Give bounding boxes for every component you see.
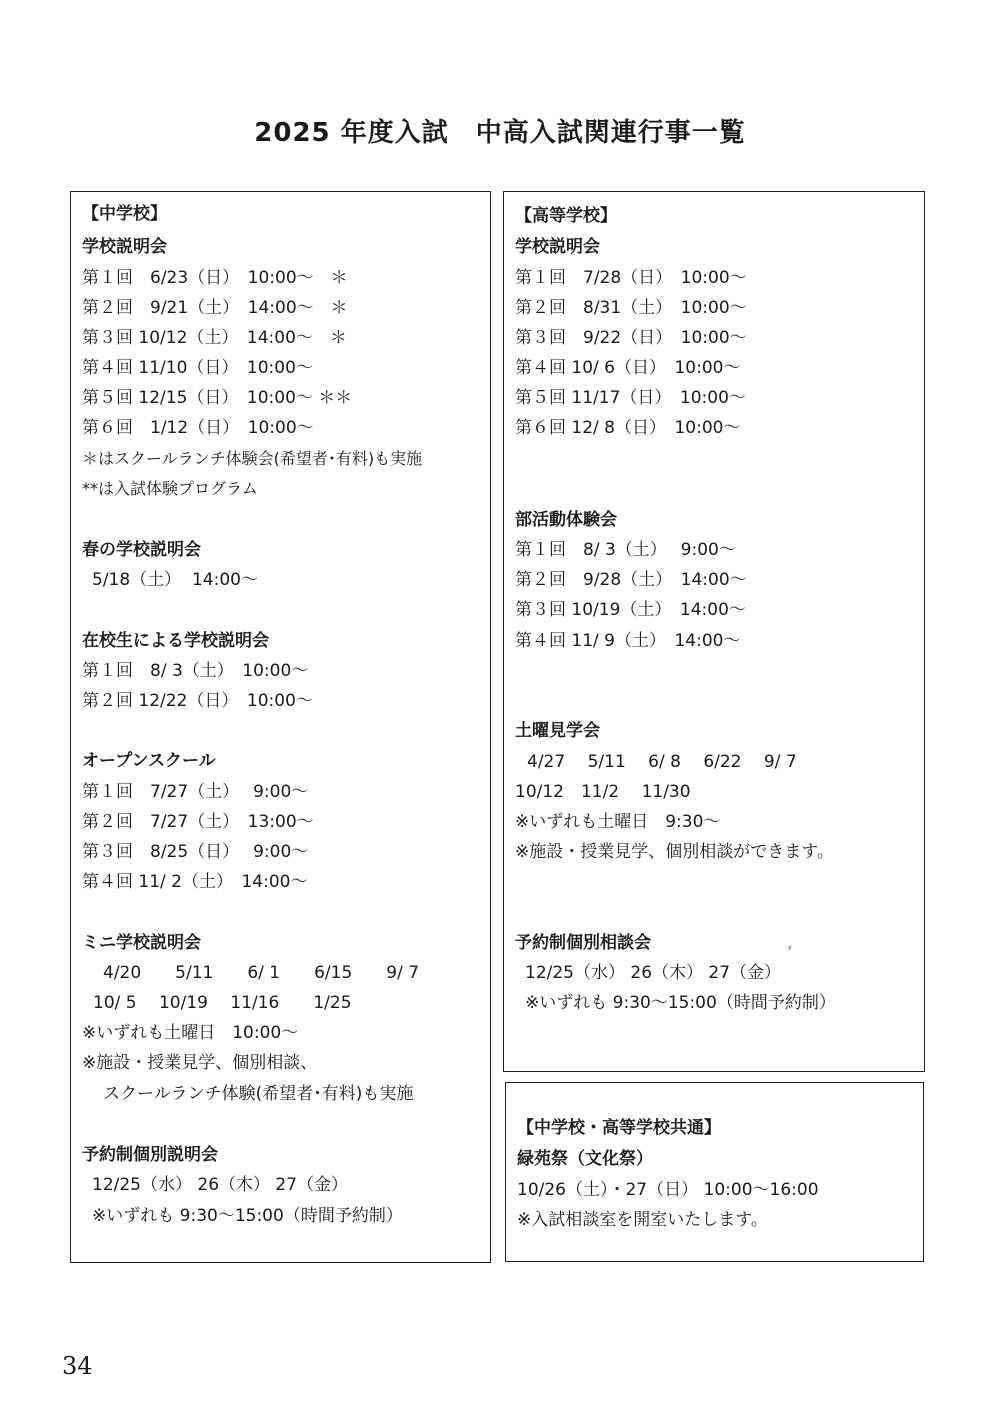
jhs-mini-note: スクールランチ体験(希望者･有料)も実施 [103, 1084, 414, 1104]
jhs-briefing-row: 第３回 10/12（土） 14:00～ ＊ [82, 328, 347, 348]
hs-club-row: 第４回 11/ 9（土） 14:00～ [515, 631, 741, 651]
hs-club-title: 部活動体験会 [515, 510, 617, 530]
hs-saturday-title: 土曜見学会 [515, 721, 600, 741]
jhs-briefing-title: 学校説明会 [82, 237, 167, 257]
jhs-spring-row: 5/18（土） 14:00～ [92, 570, 258, 590]
hs-saturday-dates: 10/12 11/2 11/30 [515, 782, 691, 802]
jhs-briefing-row: 第２回 9/21（土） 14:00～ ＊ [82, 298, 348, 318]
hs-briefing-row: 第１回 7/28（日） 10:00～ [515, 268, 747, 288]
hs-briefing-row: 第４回 10/ 6（日） 10:00～ [515, 358, 741, 378]
jhs-spring-title: 春の学校説明会 [82, 540, 201, 560]
hs-saturday-note: ※いずれも土曜日 9:30～ [515, 812, 721, 832]
common-header: 【中学校・高等学校共通】 [517, 1118, 721, 1138]
jhs-briefing-row: 第１回 6/23（日） 10:00～ ＊ [82, 268, 348, 288]
jhs-briefing-note: ＊はスクールランチ体験会(希望者･有料)も実施 [82, 449, 423, 468]
jhs-open-school-row: 第１回 7/27（土） 9:00～ [82, 782, 309, 802]
high-school-header: 【高等学校】 [515, 206, 617, 226]
common-box [505, 1082, 924, 1262]
jhs-consult-dates: 12/25（水） 26（木） 27（金） [92, 1175, 349, 1195]
jhs-mini-note: ※施設・授業見学、個別相談、 [82, 1053, 318, 1073]
hs-saturday-note: ※施設・授業見学、個別相談ができます。 [515, 842, 834, 862]
jhs-student-led-title: 在校生による学校説明会 [82, 631, 269, 651]
hs-club-row: 第３回 10/19（土） 14:00～ [515, 600, 746, 620]
stray-pen-mark: ʸ [788, 944, 792, 955]
hs-briefing-row: 第３回 9/22（日） 10:00～ [515, 328, 747, 348]
page-title: 2025 年度入試 中高入試関連行事一覧 [254, 118, 746, 148]
jhs-mini-title: ミニ学校説明会 [82, 933, 201, 953]
jhs-briefing-row: 第４回 11/10（日） 10:00～ [82, 358, 313, 378]
jhs-open-school-title: オープンスクール [82, 751, 216, 771]
hs-club-row: 第２回 9/28（土） 14:00～ [515, 570, 747, 590]
jhs-mini-dates: 4/20 5/11 6/ 1 6/15 9/ 7 [103, 963, 420, 983]
junior-high-header: 【中学校】 [82, 204, 167, 224]
jhs-consult-title: 予約制個別説明会 [82, 1145, 218, 1165]
page-number: 34 [62, 1352, 93, 1380]
hs-briefing-row: 第２回 8/31（土） 10:00～ [515, 298, 747, 318]
hs-briefing-row: 第６回 12/ 8（日） 10:00～ [515, 418, 741, 438]
jhs-briefing-row: 第５回 12/15（日） 10:00～ ＊＊ [82, 388, 353, 408]
jhs-consult-note: ※いずれも 9:30～15:00（時間予約制） [92, 1206, 403, 1226]
festival-dates: 10/26（土）・27（日） 10:00～16:00 [517, 1180, 819, 1200]
hs-briefing-title: 学校説明会 [515, 237, 600, 257]
jhs-student-led-row: 第２回 12/22（日） 10:00～ [82, 691, 313, 711]
jhs-open-school-row: 第２回 7/27（土） 13:00～ [82, 812, 314, 832]
hs-saturday-dates: 4/27 5/11 6/ 8 6/22 9/ 7 [527, 752, 797, 772]
jhs-open-school-row: 第３回 8/25（日） 9:00～ [82, 842, 309, 862]
jhs-briefing-note: **は入試体験プログラム [82, 479, 258, 498]
hs-club-row: 第１回 8/ 3（土） 9:00～ [515, 540, 736, 560]
common-note: ※入試相談室を開室いたします。 [517, 1210, 768, 1230]
jhs-briefing-row: 第６回 1/12（日） 10:00～ [82, 418, 314, 438]
festival-title: 緑苑祭（文化祭） [517, 1149, 653, 1169]
hs-consult-note: ※いずれも 9:30～15:00（時間予約制） [525, 993, 836, 1013]
hs-briefing-row: 第５回 11/17（日） 10:00～ [515, 388, 746, 408]
hs-consult-title: 予約制個別相談会 [515, 933, 651, 953]
hs-consult-dates: 12/25（水） 26（木） 27（金） [525, 963, 782, 983]
jhs-mini-dates: 10/ 5 10/19 11/16 1/25 [93, 993, 352, 1013]
jhs-open-school-row: 第４回 11/ 2（土） 14:00～ [82, 872, 308, 892]
jhs-mini-note: ※いずれも土曜日 10:00～ [82, 1023, 299, 1043]
jhs-student-led-row: 第１回 8/ 3（土） 10:00～ [82, 661, 309, 681]
